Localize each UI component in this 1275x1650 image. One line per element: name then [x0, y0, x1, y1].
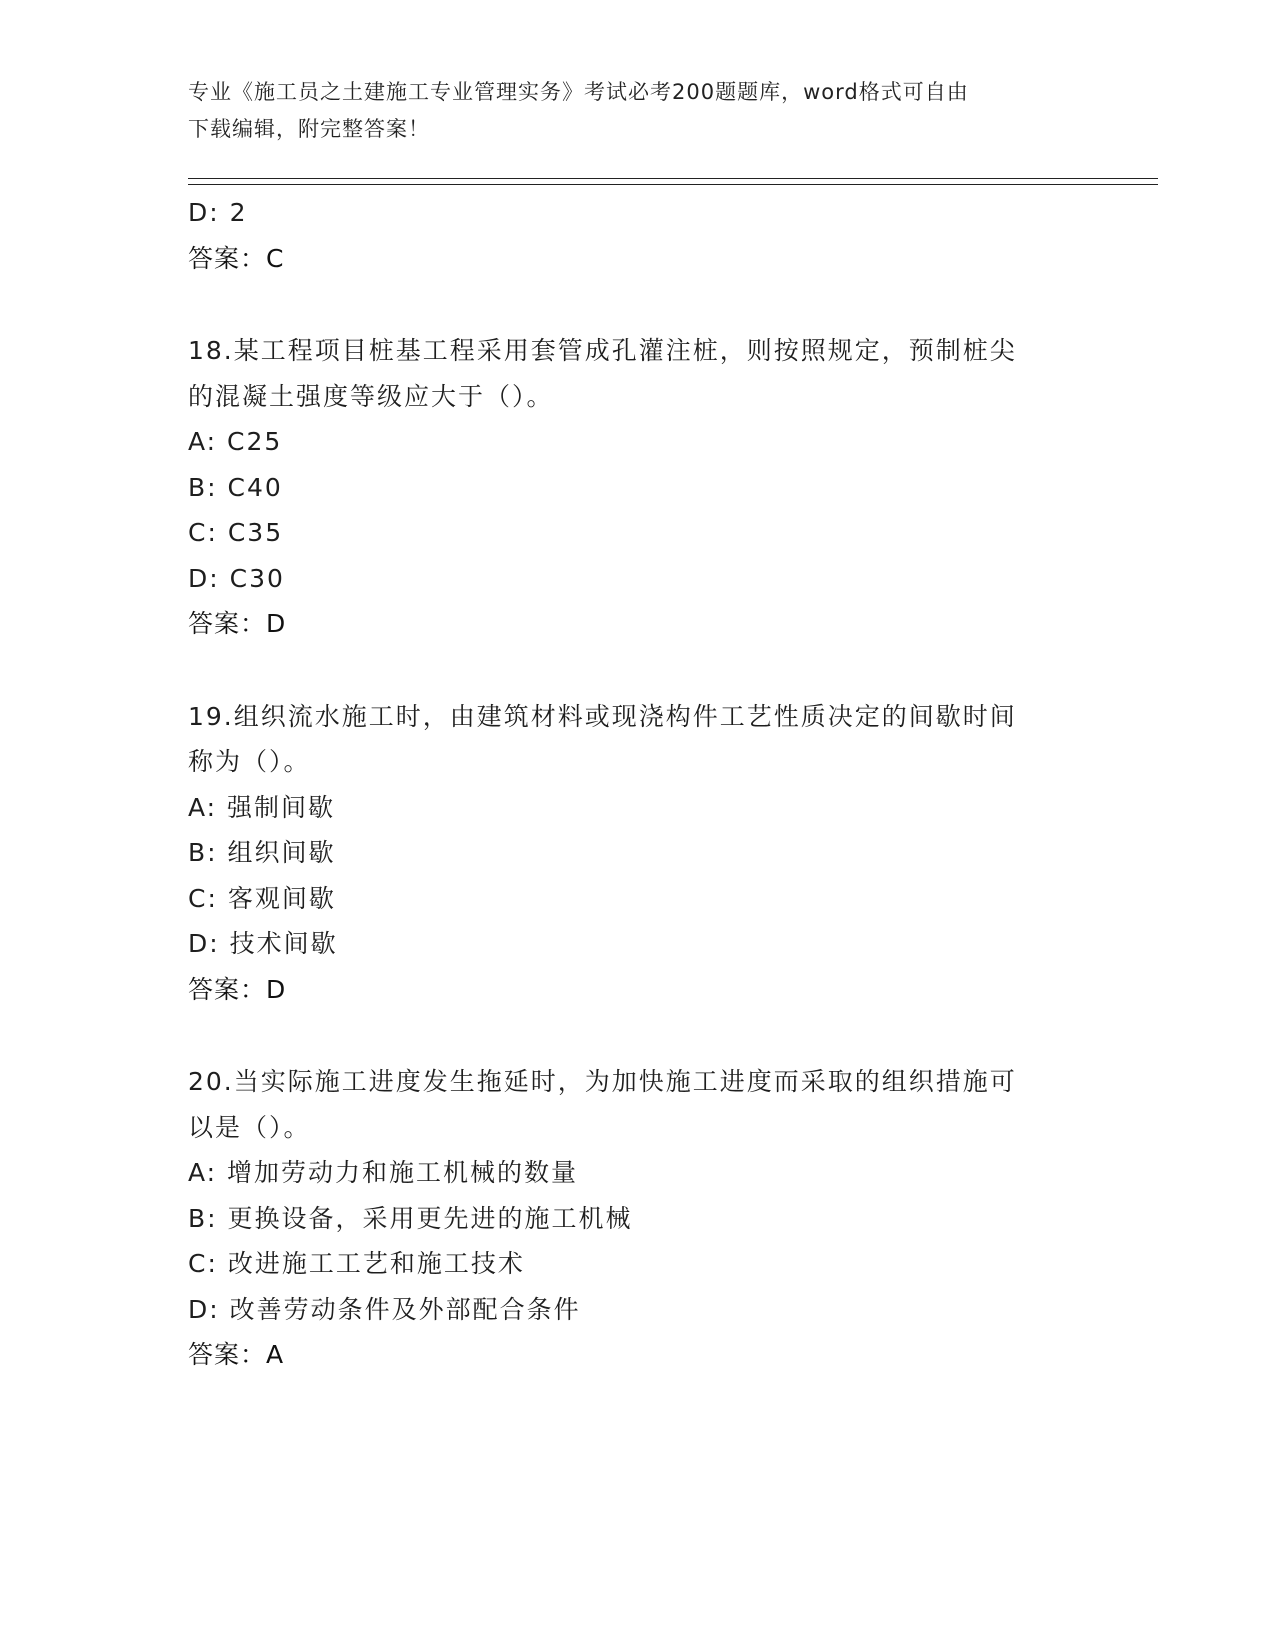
option-a: A: 强制间歇 — [188, 792, 336, 822]
question-spacer — [188, 1012, 1088, 1059]
answer: 答案：D — [188, 974, 287, 1004]
question-stem-line: 以是（）。 — [188, 1112, 311, 1142]
option-c: C: 客观间歇 — [188, 883, 336, 913]
question-stem-line: 的混凝土强度等级应大于（）。 — [188, 381, 554, 411]
answer: 答案：A — [188, 1340, 285, 1369]
option-a: A: 增加劳动力和施工机械的数量 — [188, 1158, 579, 1187]
prev-question-answer: 答案：C — [188, 243, 285, 273]
option-b: B: 更换设备，采用更先进的施工机械 — [188, 1203, 633, 1233]
header-line-2: 下载编辑，附完整答案！ — [188, 117, 430, 141]
option-d: D: C30 — [188, 563, 285, 593]
answer: 答案：D — [188, 609, 287, 638]
question-18 — [188, 328, 1088, 647]
header-divider-top — [188, 178, 1158, 179]
header-divider-bottom — [188, 184, 1158, 185]
option-b: B: 组织间歇 — [188, 838, 336, 867]
question-20 — [188, 1059, 1088, 1378]
question-spacer — [188, 281, 1088, 328]
option-c: C: C35 — [188, 518, 284, 547]
prev-question-option-d: D: 2 — [188, 198, 248, 227]
question-spacer — [188, 647, 1088, 694]
question-stem-line: 19.组织流水施工时，由建筑材料或现浇构件工艺性质决定的间歇时间 — [188, 701, 1017, 731]
question-content — [188, 190, 1088, 1378]
question-stem-line: 18.某工程项目桩基工程采用套管成孔灌注桩，则按照规定，预制桩尖 — [188, 336, 1017, 365]
document-header — [188, 74, 1088, 148]
question-stem-line: 20.当实际施工进度发生拖延时，为加快施工进度而采取的组织措施可 — [188, 1067, 1017, 1096]
option-d: D: 技术间歇 — [188, 929, 338, 958]
option-a: A: C25 — [188, 427, 283, 456]
option-b: B: C40 — [188, 472, 283, 502]
question-19 — [188, 694, 1088, 1013]
header-line-1: 专业《施工员之土建施工专业管理实务》考试必考200题题库，word格式可自由 — [188, 80, 969, 104]
question-stem-line: 称为（）。 — [188, 747, 311, 776]
option-c: C: 改进施工工艺和施工技术 — [188, 1249, 525, 1278]
option-d: D: 改善劳动条件及外部配合条件 — [188, 1294, 581, 1324]
